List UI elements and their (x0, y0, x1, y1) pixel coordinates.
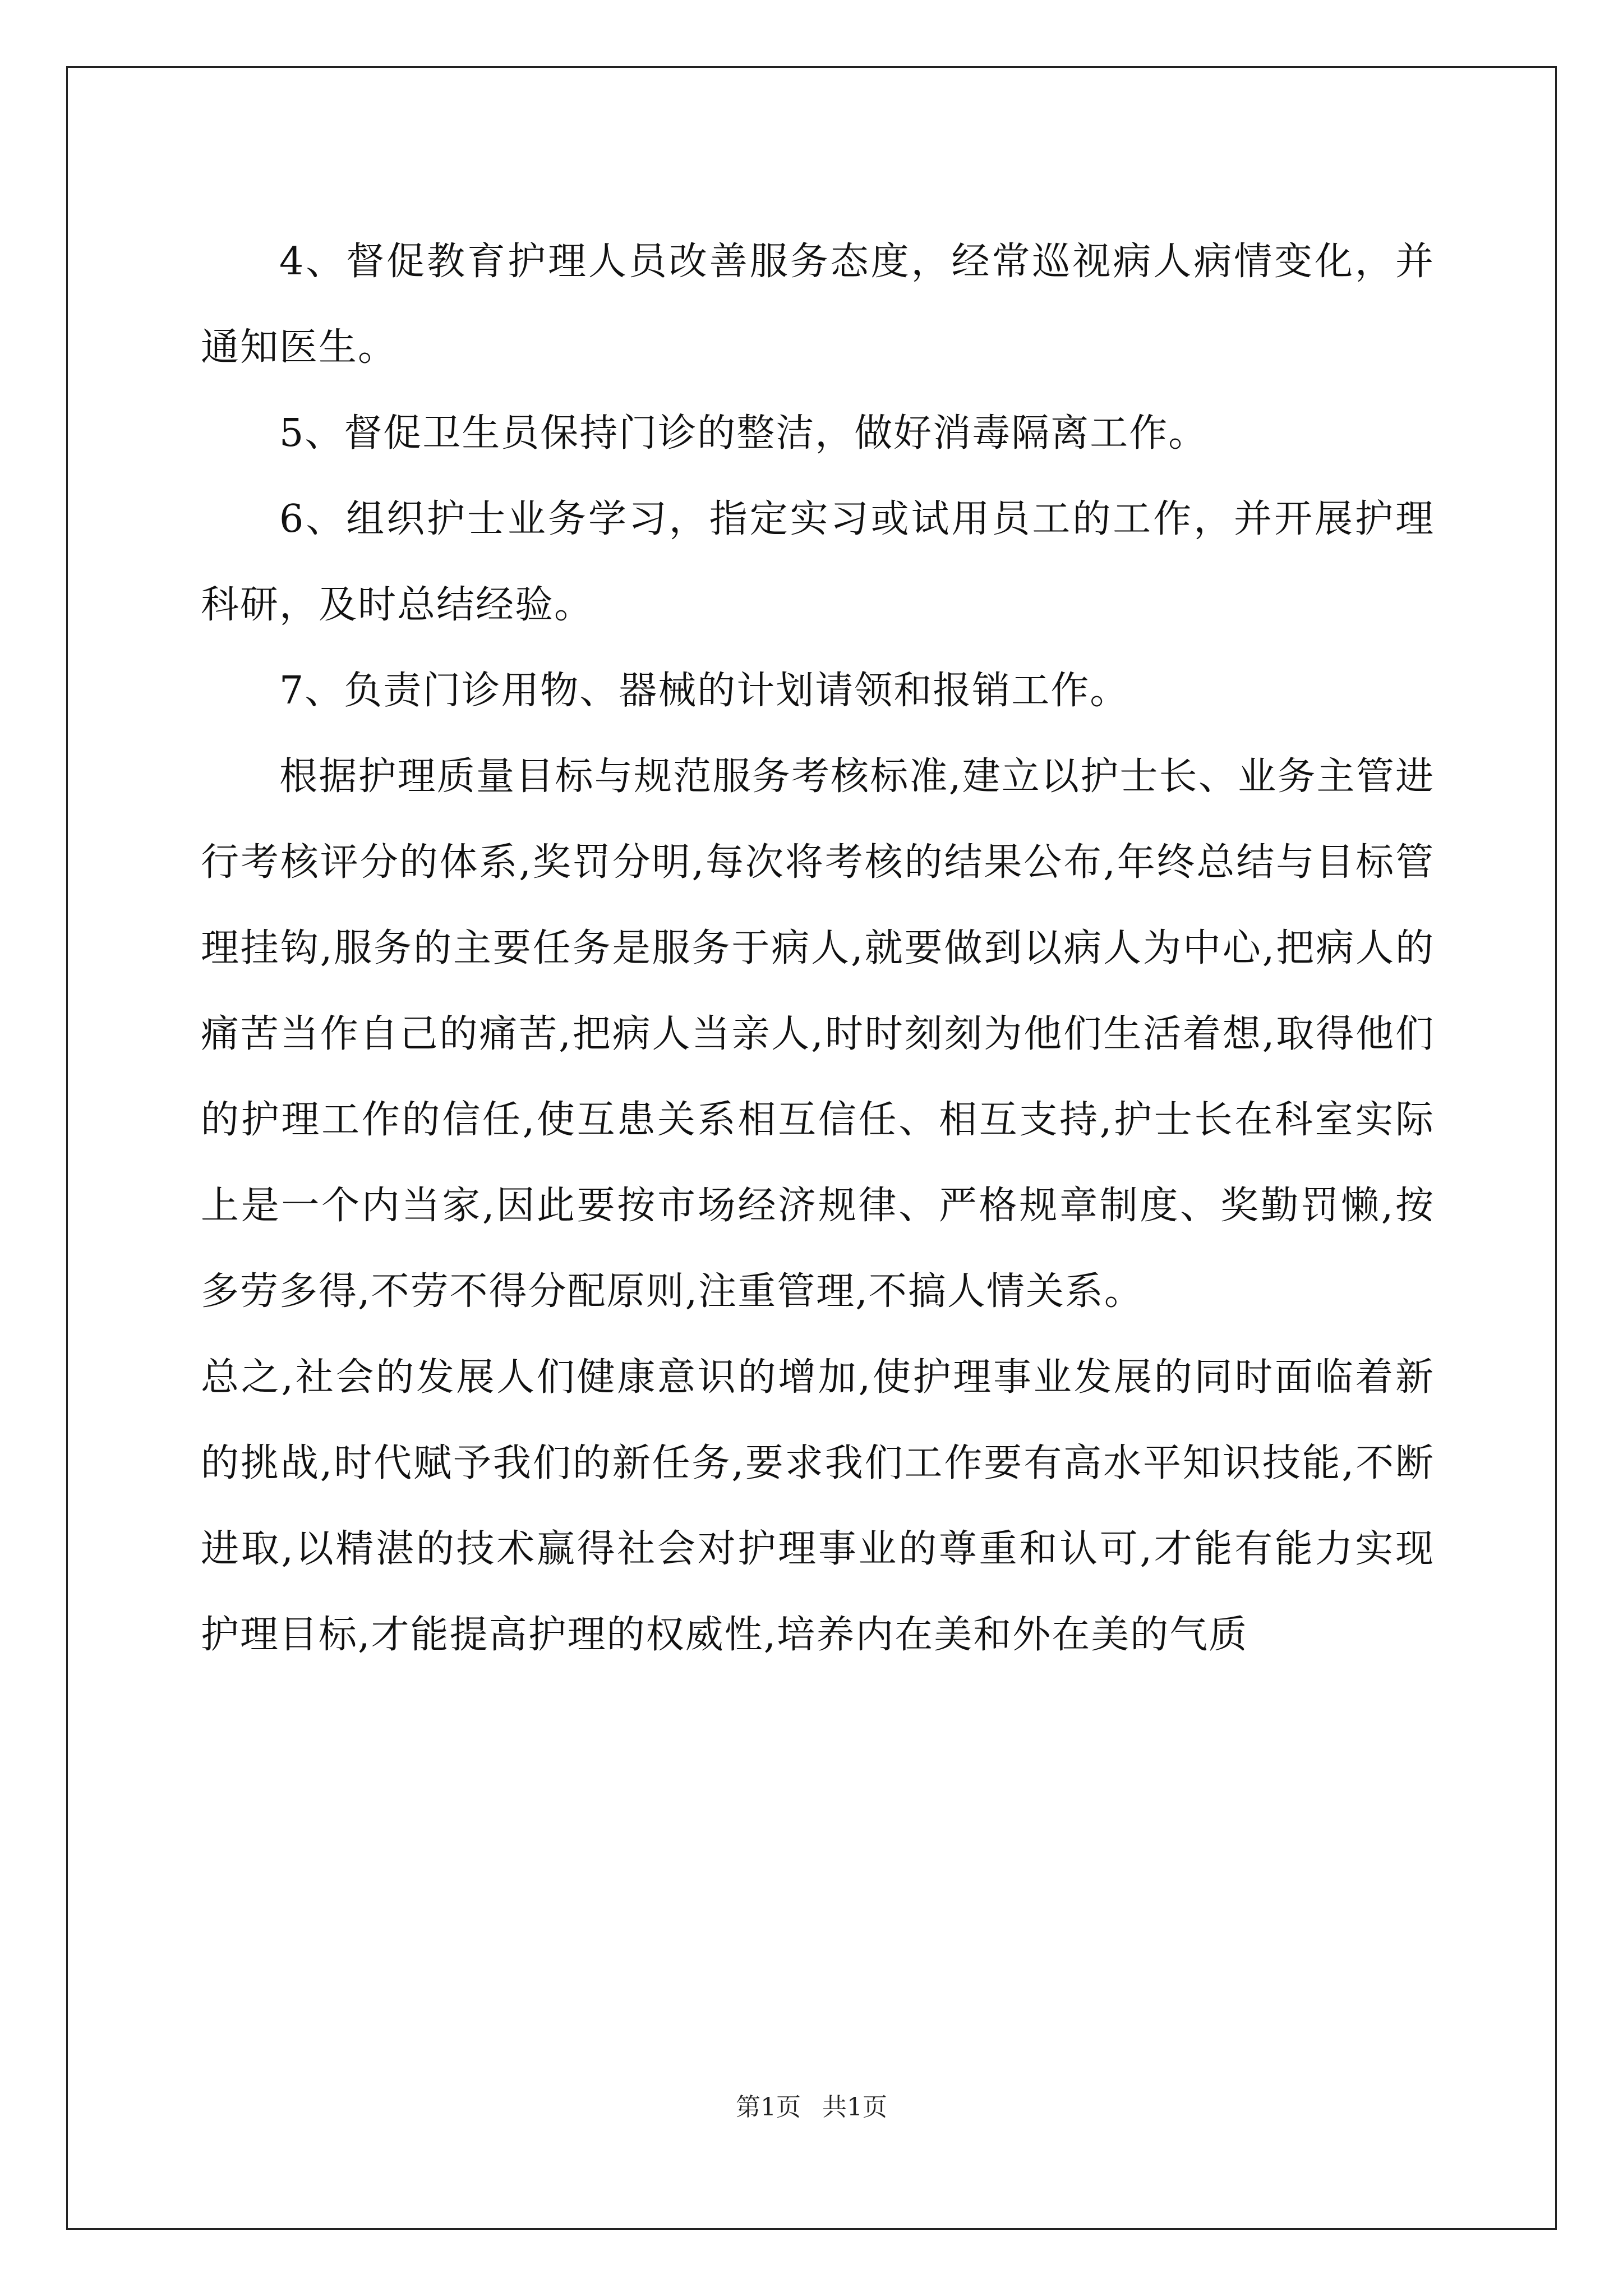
document-body (201, 219, 1435, 1678)
paragraph-assessment: 根据护理质量目标与规范服务考核标准,建立以护士长、业务主管进行考核评分的体系,奖罚分明,每次将考核的结果公布,年终总结与目标管理挂钩,服务的主要任务是服务于病人,就要做到以病人为中心,把病人的痛苦当作自己的痛苦,把病人当亲人,时时刻刻为他们生活着想,取得他们的护理工作的信任,使互患关系相互信任、相互支持,护士长在科室实际上是一个内当家,因此要按市场经济规律、严格规章制度、奖勤罚懒,按多劳多得,不劳不得分配原则,注重管理,不搞人情关系。 (201, 754, 1435, 1314)
paragraph-item-7: 7、负责门诊用物、器械的计划请领和报销工作。 (279, 669, 1129, 713)
page-number: 第1页 (736, 2093, 801, 2122)
paragraph-item-4: 4、督促教育护理人员改善服务态度，经常巡视病人病情变化，并通知医生。 (201, 240, 1435, 370)
page-footer (0, 2087, 1623, 2123)
paragraph-conclusion: 总之,社会的发展人们健康意识的增加,使护理事业发展的同时面临着新的挑战,时代赋予我们的新任务,要求我们工作要有高水平知识技能,不断进取,以精湛的技术赢得社会对护理事业的尊重和认可,才能有能力实现护理目标,才能提高护理的权威性,培养内在美和外在美的气质 (201, 1355, 1435, 1657)
paragraph-item-5: 5、督促卫生员保持门诊的整洁，做好消毒隔离工作。 (279, 411, 1208, 455)
paragraph-item-6: 6、组织护士业务学习，指定实习或试用员工的工作，并开展护理科研，及时总结经验。 (201, 497, 1435, 627)
page-total: 共1页 (822, 2093, 887, 2122)
